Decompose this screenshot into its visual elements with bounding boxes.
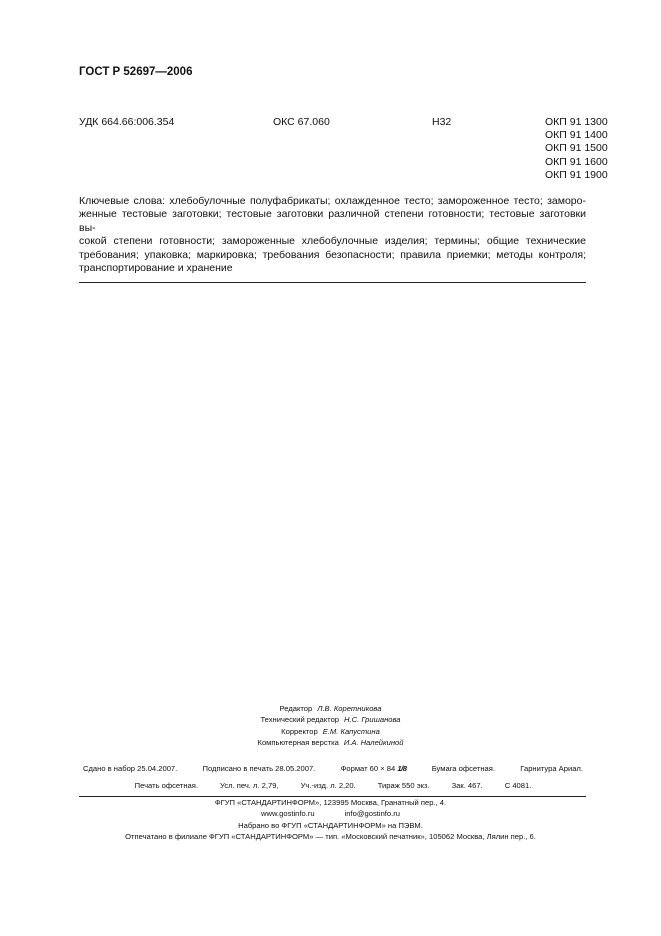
- publisher-website: www.gostinfo.ru: [260, 809, 315, 819]
- okp-code-list: [545, 116, 608, 182]
- signed-date: Подписано в печать 28.05.2007.: [202, 764, 316, 773]
- printed-note: Отпечатано в филиале ФГУП «СТАНДАРТИНФОРМ» — тип. «Московский печатник», 105062 Москва, Лялин пер., 6.: [125, 832, 536, 842]
- typeset-note: Набрано во ФГУП «СТАНДАРТИНФОРМ» на ПЭВМ.: [238, 820, 423, 830]
- format-label: Формат 60 × 84: [340, 764, 396, 773]
- credit-editor: [0, 703, 661, 714]
- format-fraction: 1/8: [397, 764, 407, 773]
- okp-code: ОКП 91 1300: [545, 116, 608, 128]
- credit-name: Е.М. Капустина: [322, 726, 380, 736]
- credit-role: Корректор: [281, 726, 318, 736]
- credits-block: [0, 703, 661, 748]
- circulation: Тираж 550 экз.: [377, 780, 430, 790]
- keywords-line: требования; упаковка; маркировка; требования безопасности; правила приемки; методы контроля;: [79, 248, 586, 261]
- keywords-line: транспортирование и хранение: [79, 262, 233, 275]
- print-info-block: [83, 761, 583, 794]
- paper-type: Бумага офсетная.: [431, 764, 495, 773]
- format: [341, 761, 407, 778]
- okp-code: ОКП 91 1400: [545, 129, 608, 142]
- credit-role: Технический редактор: [260, 715, 340, 725]
- publisher-block: [0, 797, 661, 843]
- c-number: С 4081.: [504, 780, 532, 790]
- credit-corrector: [0, 726, 661, 737]
- credit-layout: [0, 737, 661, 748]
- credit-name: Н.С. Гришанова: [344, 715, 401, 725]
- keywords-line: Ключевые слова: хлебобулочные полуфабрикаты; охлажденное тесто; замороженное тесто; заморо-: [79, 195, 586, 207]
- order-number: Зак. 467.: [451, 780, 483, 790]
- print-type: Печать офсетная.: [134, 780, 198, 790]
- publisher-contacts: [0, 808, 661, 819]
- print-sheets: Усл. печ. л. 2,79,: [220, 780, 279, 790]
- okp-code: ОКП 91 1900: [545, 168, 608, 181]
- credit-role: Компьютерная верстка: [257, 737, 339, 747]
- group-code: Н32: [432, 116, 452, 128]
- print-info-row: [83, 778, 583, 795]
- typeface: Гарнитура Ариал.: [520, 764, 583, 773]
- credit-name: И.А. Налейкиной: [343, 737, 404, 747]
- publisher-email: info@gostinfo.ru: [344, 809, 401, 819]
- publisher-address: ФГУП «СТАНДАРТИНФОРМ», 123995 Москва, Гранатный пер., 4.: [214, 798, 447, 807]
- print-info-row: [83, 761, 583, 778]
- submitted-date: Сдано в набор 25.04.2007.: [83, 764, 178, 773]
- document-code: ГОСТ Р 52697—2006: [79, 66, 193, 78]
- credit-name: Л.В. Коретникова: [317, 704, 382, 713]
- keywords-paragraph: [79, 195, 586, 275]
- credit-role: Редактор: [279, 704, 313, 713]
- okp-code: ОКП 91 1500: [545, 142, 608, 155]
- publication-sheets: Уч.-изд. л. 2,20.: [300, 780, 356, 790]
- keywords-line: женные тестовые заготовки; тестовые заготовки различной степени готовности; тестовые заготовки вы-: [79, 208, 586, 234]
- okp-code: ОКП 91 1600: [545, 155, 608, 168]
- divider: [79, 282, 586, 283]
- keywords-line: сокой степени готовности; замороженные хлебобулочные изделия; термины; общие технические: [79, 235, 586, 248]
- udk-code: УДК 664.66:006.354: [79, 116, 175, 128]
- oks-code: ОКС 67.060: [273, 116, 330, 128]
- credit-tech-editor: [0, 714, 661, 725]
